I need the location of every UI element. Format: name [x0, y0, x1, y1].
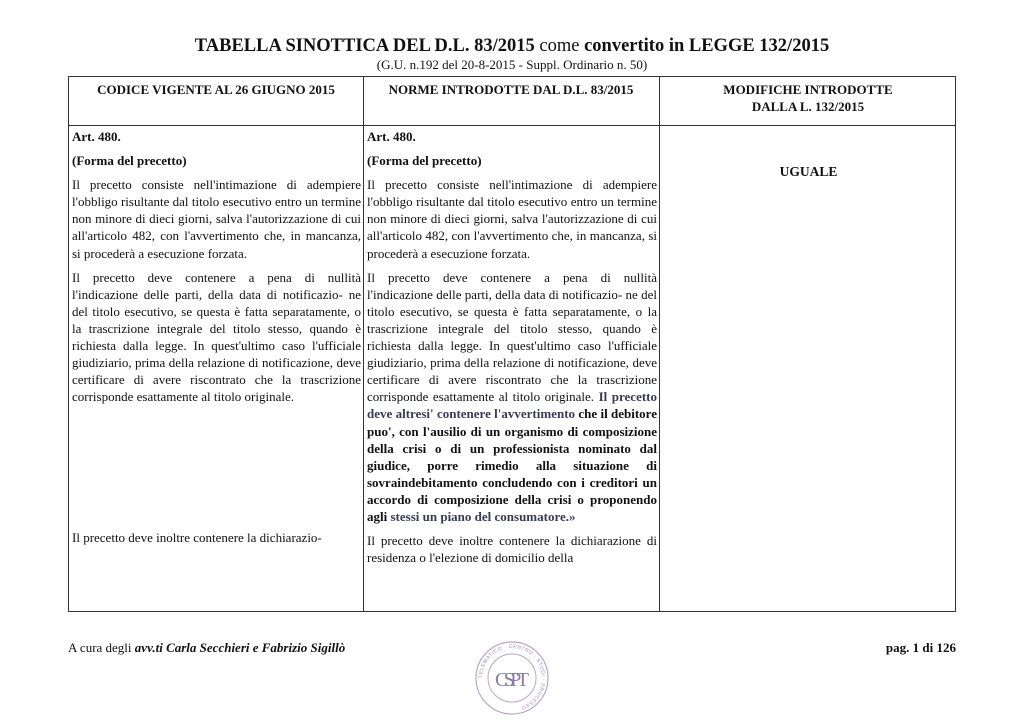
paragraph-text: Il precetto deve contenere a pena di nullità l'indicazione delle parti, della data di notificazio- ne del titolo esecutivo, se questa è fatta separatamente, o la trascrizione integrale del titolo stesso, quando è richiesta dalla legge. In quest'ultimo caso l'ufficiale giudiziario, prima della relazione di notificazione, deve certificare di avere riscontrato che la trascrizione corrisponde esattamente al titolo originale.: [367, 269, 657, 405]
column-law-changes: [660, 126, 957, 611]
logo-ring-text: TELEMATICO · CENTRO · STUDI · PROCESSO: [477, 643, 547, 711]
paragraph: Il precetto deve contenere a pena di nullità l'indicazione delle parti, della data di notificazio- ne del titolo esecutivo, se questa è fatta separatamente, o la trascrizione integrale del titolo stesso, quando è richiesta dalla legge. In quest'ultimo caso l'ufficiale giudiziario, prima della relazione di notificazione, deve certificare di avere riscontrato che la trascrizione corrisponde esattamente al titolo originale.: [72, 269, 361, 405]
article-heading: (Forma del precetto): [367, 153, 482, 169]
paragraph: Il precetto deve inoltre contenere la dichiarazione di residenza o l'elezione di domicilio della: [367, 533, 657, 566]
column-header-line: DALLA L. 132/2015: [751, 99, 865, 114]
inserted-text: Il precetto deve altresi' contenere l'avvertimento: [367, 389, 657, 422]
paragraph: Il precetto deve inoltre contenere la dichiarazio-: [72, 530, 322, 546]
logo-monogram: CSPT: [495, 669, 529, 691]
page-number: pag. 1 di 126: [885, 640, 956, 655]
page-title: [0, 36, 1024, 56]
column-header-line: MODIFICHE INTRODOTTE: [723, 82, 893, 97]
title-part2: convertito in LEGGE 132/2015: [584, 36, 830, 56]
column-header-law-changes: [659, 77, 957, 125]
column-dl-rules: [364, 126, 659, 611]
status-label: UGUALE: [779, 164, 838, 179]
column-current-code: [69, 126, 363, 611]
page-subtitle: (G.U. n.192 del 20-8-2015 - Suppl. Ordinario n. 50): [376, 57, 648, 72]
column-header-dl-rules: NORME INTRODOTTE DAL D.L. 83/2015: [388, 82, 634, 97]
footer-prefix: A cura degli: [68, 640, 135, 655]
article-heading: (Forma del precetto): [72, 153, 187, 169]
cspt-logo: [474, 640, 550, 716]
paragraph-with-insert: [367, 269, 657, 525]
article-number: Art. 480.: [367, 129, 416, 144]
inserted-text: che il debitore puo', con l'ausilio di un organismo di composizione della crisi o di un professionista nominato dal giudice, porre rimedio alla situazione di sovraindebitamento concludendo con i creditori un accordo di composizione della crisi o proponendo agli: [367, 406, 657, 524]
title-connector: come: [534, 36, 585, 56]
article-number: Art. 480.: [72, 129, 121, 144]
title-part1: TABELLA SINOTTICA DEL D.L. 83/2015: [194, 36, 535, 56]
spacer: [72, 412, 361, 529]
paragraph: Il precetto consiste nell'intimazione di adempiere l'obbligo risultante dal titolo esecutivo entro un termine non minore di dieci giorni, salva l'autorizzazione di cui all'articolo 482, con l'avvertimento che, in mancanza, si procederà a esecuzione forzata.: [367, 177, 657, 261]
footer-authors: avv.ti Carla Secchieri e Fabrizio Sigillò: [134, 640, 346, 655]
column-header-current-code: CODICE VIGENTE AL 26 GIUGNO 2015: [97, 82, 335, 97]
paragraph: Il precetto consiste nell'intimazione di adempiere l'obbligo risultante dal titolo esecutivo entro un termine non minore di dieci giorni, salva l'autorizzazione di cui all'articolo 482, con l'avvertimento che, in mancanza, si procederà a esecuzione forzata.: [72, 177, 361, 261]
synoptic-table: [68, 76, 956, 612]
inserted-text: stessi un piano del consumatore.»: [390, 508, 576, 524]
footer-credits: [68, 640, 345, 656]
